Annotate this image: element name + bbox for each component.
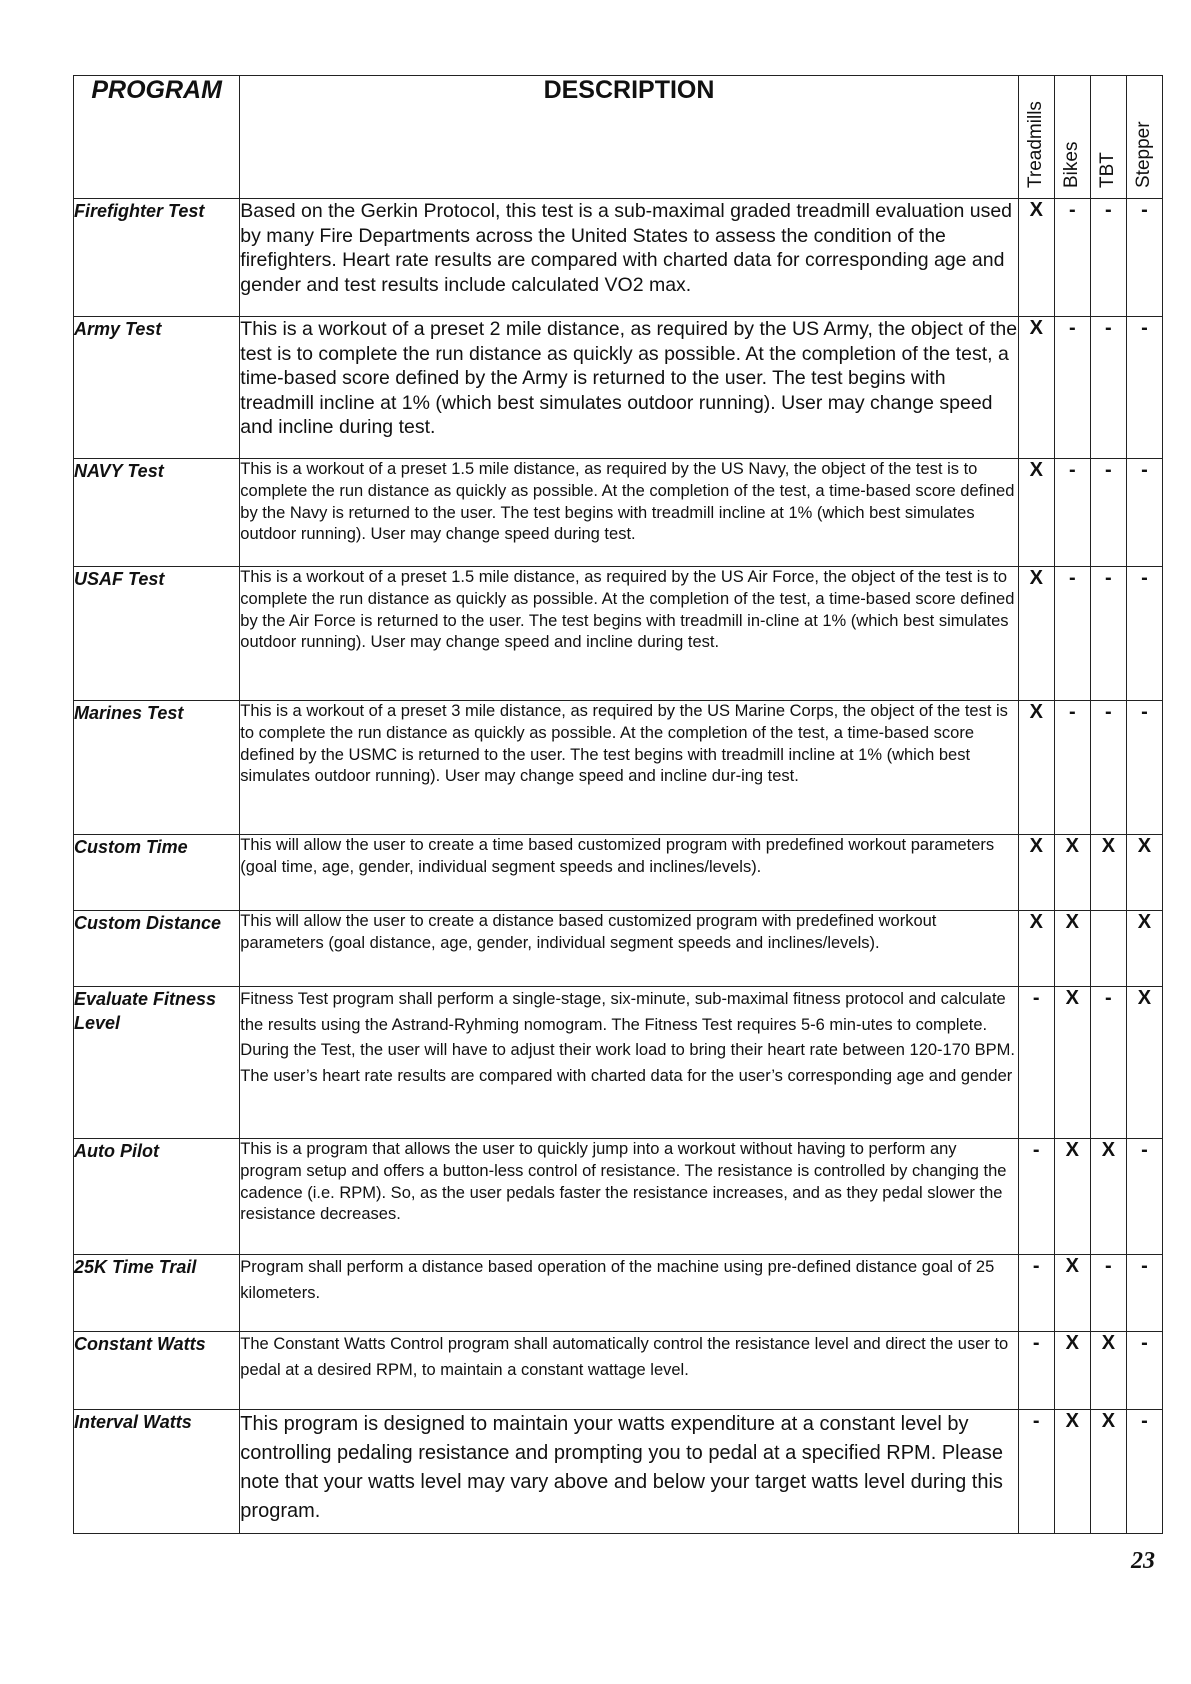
tbt-mark: X xyxy=(1090,1410,1126,1534)
stepper-mark: - xyxy=(1126,1332,1162,1410)
bikes-mark: - xyxy=(1054,567,1090,701)
program-name: Army Test xyxy=(74,317,240,459)
program-name: NAVY Test xyxy=(74,459,240,567)
header-row xyxy=(74,76,1163,199)
tbt-mark: - xyxy=(1090,317,1126,459)
stepper-mark: - xyxy=(1126,701,1162,835)
bikes-mark: - xyxy=(1054,459,1090,567)
tbt-mark: X xyxy=(1090,1139,1126,1255)
tbt-mark xyxy=(1090,911,1126,987)
bikes-mark: - xyxy=(1054,199,1090,317)
program-name: Marines Test xyxy=(74,701,240,835)
stepper-mark: - xyxy=(1126,1410,1162,1534)
treadmills-mark: - xyxy=(1018,1139,1054,1255)
bikes-mark: X xyxy=(1054,1332,1090,1410)
stepper-mark: - xyxy=(1126,199,1162,317)
treadmills-mark: X xyxy=(1018,835,1054,911)
tbt-mark: - xyxy=(1090,987,1126,1139)
table-row xyxy=(74,911,1163,987)
bikes-column-header xyxy=(1054,76,1090,199)
program-name: Custom Distance xyxy=(74,911,240,987)
tbt-mark: - xyxy=(1090,1255,1126,1332)
treadmills-mark: X xyxy=(1018,199,1054,317)
tbt-mark: X xyxy=(1090,835,1126,911)
program-name: Auto Pilot xyxy=(74,1139,240,1255)
stepper-mark: - xyxy=(1126,317,1162,459)
program-table xyxy=(73,75,1163,1534)
bikes-mark: X xyxy=(1054,1139,1090,1255)
stepper-mark: - xyxy=(1126,1139,1162,1255)
tbt-label: TBT xyxy=(1097,152,1119,188)
program-name: USAF Test xyxy=(74,567,240,701)
program-description: This is a program that allows the user to quickly jump into a workout without having to perform any program setup and offers a button-less control of resistance. The resistance is controlled by changing the cadence (i.e. RPM). So, as the user pedals faster the resistance increases, and as they pedal slower the resistance decreases. xyxy=(240,1139,1018,1255)
program-description: Fitness Test program shall perform a single-stage, six-minute, sub-maximal fitness protocol and calculate the results using the Astrand-Ryhming nomogram. The Fitness Test requires 5-6 min-utes to complete. During the Test, the user will have to adjust their work load to bring their heart rate between 120-170 BPM. The user’s heart rate results are compared with charted data for the user’s corresponding age and gender xyxy=(240,987,1018,1139)
program-name: Constant Watts xyxy=(74,1332,240,1410)
treadmills-mark: X xyxy=(1018,701,1054,835)
program-description: This is a workout of a preset 1.5 mile distance, as required by the US Air Force, the object of the test is to complete the run distance as quickly as possible. At the completion of the test, a time-based score defined by the Air Force is returned to the user. The test begins with treadmill in-cline at 1% (which best simulates outdoor running). User may change speed and incline during test. xyxy=(240,567,1018,701)
table-row xyxy=(74,701,1163,835)
stepper-mark: - xyxy=(1126,459,1162,567)
table-row xyxy=(74,199,1163,317)
program-column-header: PROGRAM xyxy=(74,76,240,199)
table-row xyxy=(74,1255,1163,1332)
program-name: Interval Watts xyxy=(74,1410,240,1534)
program-name: Evaluate Fitness Level xyxy=(74,987,240,1139)
bikes-label: Bikes xyxy=(1061,141,1083,188)
page-number: 23 xyxy=(1131,1548,1155,1574)
table-row xyxy=(74,987,1163,1139)
treadmills-mark: X xyxy=(1018,911,1054,987)
bikes-mark: X xyxy=(1054,835,1090,911)
program-description: Program shall perform a distance based operation of the machine using pre-defined distance goal of 25 kilometers. xyxy=(240,1255,1018,1332)
treadmills-mark: - xyxy=(1018,1255,1054,1332)
treadmills-mark: X xyxy=(1018,567,1054,701)
bikes-mark: - xyxy=(1054,317,1090,459)
program-description: This program is designed to maintain your watts expenditure at a constant level by controlling pedaling resistance and prompting you to pedal at a specified RPM. Please note that your watts level may vary above and below your target watts level during this program. xyxy=(240,1410,1018,1534)
tbt-mark: - xyxy=(1090,199,1126,317)
table-row xyxy=(74,1410,1163,1534)
stepper-mark: X xyxy=(1126,835,1162,911)
bikes-mark: X xyxy=(1054,1410,1090,1534)
stepper-mark: - xyxy=(1126,567,1162,701)
table-row xyxy=(74,567,1163,701)
program-description: Based on the Gerkin Protocol, this test is a sub-maximal graded treadmill evaluation used by many Fire Departments across the United States to assess the condition of the firefighters. Heart rate results are compared with charted data for corresponding age and gender and test results include calculated VO2 max. xyxy=(240,199,1018,317)
program-description: This is a workout of a preset 2 mile distance, as required by the US Army, the object of the test is to complete the run distance as quickly as possible. At the completion of the test, a time-based score defined by the Army is returned to the user. The test begins with treadmill incline at 1% (which best simulates outdoor running). User may change speed and incline during test. xyxy=(240,317,1018,459)
bikes-mark: X xyxy=(1054,987,1090,1139)
bikes-mark: X xyxy=(1054,911,1090,987)
table-row xyxy=(74,1139,1163,1255)
bikes-mark: - xyxy=(1054,701,1090,835)
program-description: This will allow the user to create a distance based customized program with predefined workout parameters (goal distance, age, gender, individual segment speeds and inclines/levels). xyxy=(240,911,1018,987)
stepper-column-header xyxy=(1126,76,1162,199)
program-name: 25K Time Trail xyxy=(74,1255,240,1332)
tbt-mark: - xyxy=(1090,701,1126,835)
treadmills-mark: - xyxy=(1018,987,1054,1139)
program-description: This is a workout of a preset 3 mile distance, as required by the US Marine Corps, the object of the test is to complete the run distance as quickly as possible. At the completion of the test, a time-based score defined by the USMC is returned to the user. The test begins with treadmill incline at 1% (which best simulates outdoor running). User may change speed and incline dur-ing test. xyxy=(240,701,1018,835)
stepper-label: Stepper xyxy=(1133,121,1155,188)
bikes-mark: X xyxy=(1054,1255,1090,1332)
tbt-column-header xyxy=(1090,76,1126,199)
table-row xyxy=(74,835,1163,911)
treadmills-column-header xyxy=(1018,76,1054,199)
treadmills-mark: - xyxy=(1018,1332,1054,1410)
stepper-mark: - xyxy=(1126,1255,1162,1332)
program-description: This is a workout of a preset 1.5 mile distance, as required by the US Navy, the object of the test is to complete the run distance as quickly as possible. At the completion of the test, a time-based score defined by the Navy is returned to the user. The test begins with treadmill incline at 1% (which best simulates outdoor running). User may change speed during test. xyxy=(240,459,1018,567)
treadmills-mark: X xyxy=(1018,459,1054,567)
treadmills-mark: - xyxy=(1018,1410,1054,1534)
table-row xyxy=(74,317,1163,459)
treadmills-mark: X xyxy=(1018,317,1054,459)
description-column-header: DESCRIPTION xyxy=(240,76,1018,199)
treadmills-label: Treadmills xyxy=(1025,101,1047,188)
program-description: This will allow the user to create a time based customized program with predefined workout parameters (goal time, age, gender, individual segment speeds and inclines/levels). xyxy=(240,835,1018,911)
tbt-mark: - xyxy=(1090,567,1126,701)
stepper-mark: X xyxy=(1126,911,1162,987)
program-name: Custom Time xyxy=(74,835,240,911)
table-row xyxy=(74,459,1163,567)
tbt-mark: - xyxy=(1090,459,1126,567)
program-name: Firefighter Test xyxy=(74,199,240,317)
program-description: The Constant Watts Control program shall automatically control the resistance level and direct the user to pedal at a desired RPM, to maintain a constant wattage level. xyxy=(240,1332,1018,1410)
table-row xyxy=(74,1332,1163,1410)
stepper-mark: X xyxy=(1126,987,1162,1139)
tbt-mark: X xyxy=(1090,1332,1126,1410)
